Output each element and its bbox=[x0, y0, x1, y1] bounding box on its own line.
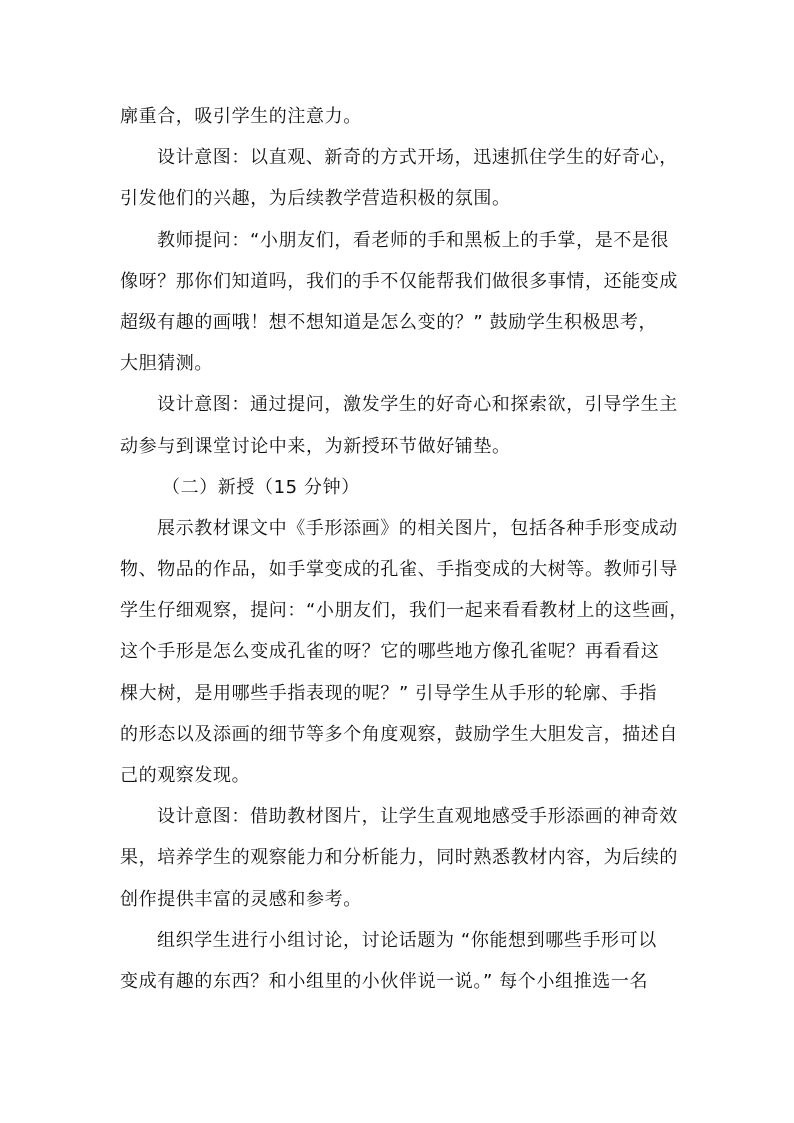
text-line: 设计意图：以直观、新奇的方式开场，迅速抓住学生的好奇心， bbox=[157, 147, 678, 169]
text-line: 棵大树，是用哪些手指表现的呢？” 引导学生从手形的轮廓、手指 bbox=[120, 682, 658, 704]
text-line: 变成有趣的东西？和小组里的小伙伴说一说。” 每个小组推选一名 bbox=[120, 970, 649, 992]
text-line: 大胆猜测。 bbox=[120, 353, 213, 375]
text-line: 动参与到课堂讨论中来，为新授环节做好铺垫。 bbox=[120, 435, 511, 457]
text-line: 展示教材课文中《手形添画》的相关图片，包括各种手形变成动 bbox=[157, 517, 678, 539]
text-line: 引发他们的兴趣，为后续教学营造积极的氛围。 bbox=[120, 188, 511, 210]
text-line: 果，培养学生的观察能力和分析能力，同时熟悉教材内容，为后续的 bbox=[120, 847, 678, 869]
text-line: 物、物品的作品，如手掌变成的孔雀、手指变成的大树等。教师引导 bbox=[120, 559, 678, 581]
text-line: 的形态以及添画的细节等多个角度观察，鼓励学生大胆发言，描述自 bbox=[120, 723, 678, 745]
section-heading: （二）新授（15 分钟） bbox=[162, 476, 360, 498]
document-body bbox=[120, 96, 688, 1002]
text-line: 学生仔细观察，提问：“小朋友们，我们一起来看看教材上的这些画， bbox=[120, 600, 688, 622]
text-line: 像呀？那你们知道吗，我们的手不仅能帮我们做很多事情，还能变成 bbox=[120, 270, 678, 292]
text-line: 廓重合，吸引学生的注意力。 bbox=[120, 106, 362, 127]
text-line: 超级有趣的画哦！想不想知道是怎么变的？” 鼓励学生积极思考， bbox=[120, 311, 658, 333]
text-line: 创作提供丰富的灵感和参考。 bbox=[120, 888, 362, 910]
text-line: 己的观察发现。 bbox=[120, 765, 251, 786]
text-line: 设计意图：借助教材图片，让学生直观地感受手形添画的神奇效 bbox=[157, 806, 678, 828]
text-line: 这个手形是怎么变成孔雀的呀？它的哪些地方像孔雀呢？再看看这 bbox=[120, 641, 660, 663]
text-line: 教师提问：“小朋友们，看老师的手和黑板上的手掌，是不是很 bbox=[157, 229, 670, 251]
text-line: 设计意图：通过提问，激发学生的好奇心和探索欲，引导学生主 bbox=[157, 394, 678, 416]
text-line: 组织学生进行小组讨论，讨论话题为 “你能想到哪些手形可以 bbox=[157, 929, 657, 951]
